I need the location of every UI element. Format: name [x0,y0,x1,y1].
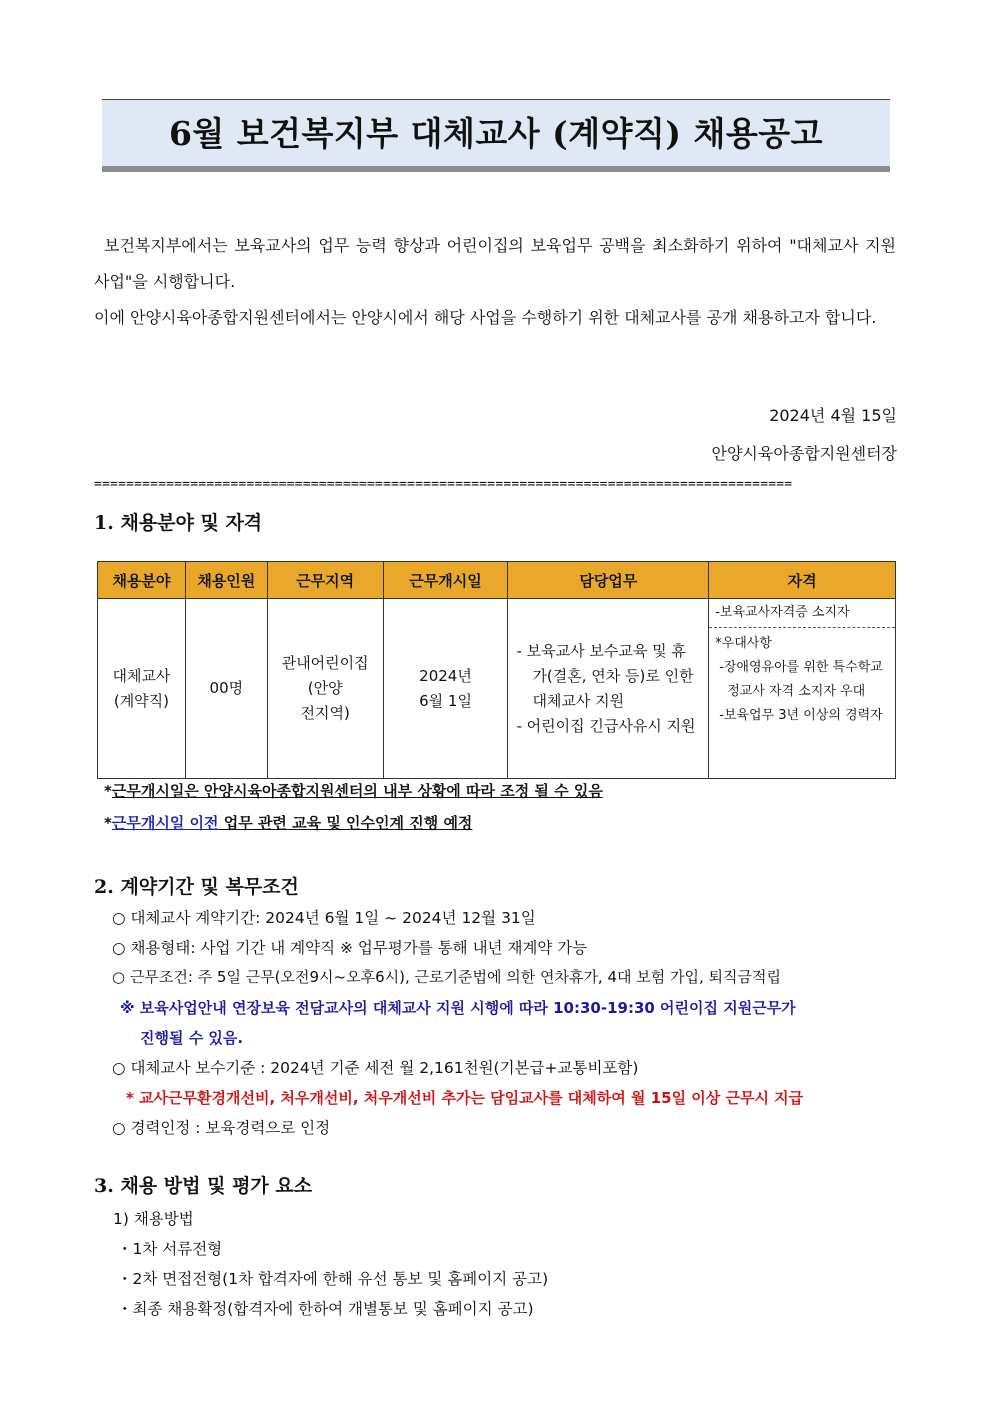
start-line-2: 6월 1일 [419,691,472,710]
region-line-2: (안양 [307,679,343,697]
extended-care-note-1: ※ 보육사업안내 연장보육 전담교사의 대체교사 지원 시행에 따라 10:30-19:30 어린이집 지원근무가 [120,999,796,1017]
qualification-preferred [709,628,895,732]
separator-line: ======================================================================================= [94,478,793,492]
preferred-item-2: -보육업무 3년 이상의 경력자 [719,708,883,723]
header-region: 근무지역 [267,562,383,599]
extended-care-note-2: 진행될 수 있음. [140,1029,244,1047]
note-star: * [104,814,112,832]
contract-period: ○ 대체교사 계약기간: 2024년 6월 1일 ~ 2024년 12월 31일 [112,909,536,927]
preferred-label: *우대사항 [715,636,772,651]
recruitment-table [97,561,896,779]
cell-count: 00명 [185,599,267,779]
intro-paragraph-1: 보건복지부에서는 보육교사의 업무 능력 향상과 어린이집의 보육업무 공백을 최소화하기 위하여 "대체교사 지원 사업"을 시행합니다. [94,236,896,291]
field-line-1: 대체교사 [112,666,171,685]
page-title: 6월 보건복지부 대체교사 (계약직) 채용공고 [102,99,890,172]
start-line-1: 2024년 [419,666,472,685]
section-2-heading: 2. 계약기간 및 복무조건 [94,876,299,898]
note-2-text: 업무 관련 교육 및 인수인계 진행 예정 [218,814,473,832]
hiring-method-label: 1) 채용방법 [113,1210,194,1228]
hiring-step-1: ・1차 서류전형 [117,1240,223,1258]
header-field: 채용분야 [98,562,186,599]
cell-duty [508,599,709,779]
section-3-heading: 3. 채용 방법 및 평가 요소 [94,1175,313,1197]
duty-item-2: - 어린이집 긴급사유시 지원 [516,716,696,735]
section-1-heading: 1. 채용분야 및 자격 [94,512,263,534]
table-header-row [98,562,896,599]
preferred-item-1: -장애영유아를 위한 특수학교 정교사 자격 소지자 우대 [719,660,883,699]
note-2-highlight: 근무개시일 이전 [111,814,219,832]
hiring-step-2: ・2차 면접전형(1차 합격자에 한해 유선 통보 및 홈페이지 공고) [117,1270,549,1288]
header-duty: 담당업무 [508,562,709,599]
table-row [98,599,896,779]
region-line-1: 관내어린이집 [281,654,369,672]
cell-qualification [709,599,896,779]
salary-standard: ○ 대체교사 보수기준 : 2024년 기준 세전 월 2,161천원(기본급+교통비포함) [112,1059,639,1077]
header-start-date: 근무개시일 [383,562,508,599]
note-star: * [104,782,112,800]
intro-paragraph-2: 이에 안양시육아종합지원센터에서는 안양시에서 해당 사업을 수행하기 위한 대체교사를 공개 채용하고자 합니다. [94,308,877,327]
career-recognition: ○ 경력인정 : 보육경력으로 인정 [112,1119,331,1137]
work-conditions: ○ 근무조건: 주 5일 근무(오전9시~오후6시), 근로기준법에 의한 연차휴가, 4대 보험 가입, 퇴직금적립 [112,968,781,986]
notice-date: 2024년 4월 15일 [769,406,897,425]
region-line-3: 전지역) [300,704,350,722]
training-note [104,812,472,833]
allowance-note: * 교사근무환경개선비, 처우개선비, 처우개선비 추가는 담임교사를 대체하여 월 15일 이상 근무시 지급 [126,1089,804,1107]
intro-text [94,228,896,336]
hiring-step-3: ・최종 채용확정(합격자에 한하여 개별통보 및 홈페이지 공고) [117,1300,534,1318]
note-1-text: 근무개시일은 안양시육아종합지원센터의 내부 상황에 따라 조정 될 수 있음 [111,782,603,800]
header-count: 채용인원 [185,562,267,599]
employment-type: ○ 채용형태: 사업 기간 내 계약직 ※ 업무평가를 통해 내년 재계약 가능 [112,939,588,957]
duty-item-1: - 보육교사 보수교육 및 휴가(결혼, 연차 등)로 인한 대체교사 지원 [516,641,694,710]
cell-region [267,599,383,779]
cell-field [98,599,186,779]
cell-start-date [383,599,508,779]
header-qualification: 자격 [709,562,896,599]
field-line-2: (계약직) [113,691,170,710]
qualification-required: -보육교사자격증 소지자 [709,599,895,628]
start-date-note [104,780,603,801]
issuer-signature: 안양시육아종합지원센터장 [711,444,897,463]
